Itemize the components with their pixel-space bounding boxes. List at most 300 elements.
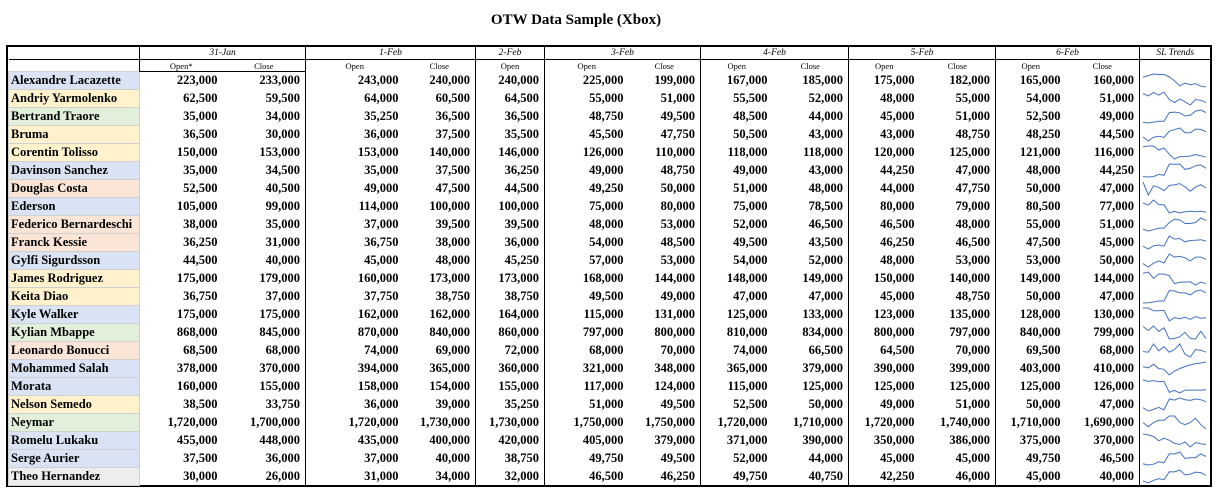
value-cell: 45,000 (849, 288, 920, 306)
value-cell: 99,000 (265, 199, 301, 213)
value-cell: 150,000 (849, 270, 920, 288)
value-cell: 49,000 (1099, 109, 1135, 123)
value-cell: 390,000 (849, 360, 920, 378)
date-header: 3-Feb (545, 47, 701, 60)
value-cell: 35,000 (306, 162, 404, 180)
table-row (9, 216, 1211, 234)
value-cell: 182,000 (949, 73, 991, 87)
sparkline-chart (1140, 198, 1209, 215)
value-cell: 49,000 (545, 162, 629, 180)
table-row (9, 360, 1211, 378)
sparkline-line (1143, 236, 1206, 249)
value-cell: 52,500 (701, 396, 773, 414)
close-header: Close (223, 60, 306, 72)
value-cell: 45,000 (996, 468, 1066, 486)
table-row (9, 162, 1211, 180)
sparkline-chart (1140, 306, 1209, 323)
close-header: Close (947, 60, 967, 71)
table-row (9, 324, 1211, 342)
sparkline-line (1143, 434, 1206, 447)
value-cell: 45,500 (545, 126, 629, 144)
value-cell: 55,000 (996, 216, 1066, 234)
value-cell: 66,500 (808, 343, 844, 357)
value-cell: 40,000 (435, 451, 471, 465)
table-row (9, 468, 1211, 486)
sparkline-line (1143, 164, 1206, 177)
value-cell: 153,000 (306, 144, 404, 162)
value-cell: 40,750 (808, 469, 844, 483)
value-cell: 47,750 (955, 181, 991, 195)
sparkline-chart (1140, 396, 1209, 413)
value-cell: 54,000 (545, 234, 629, 252)
value-cell: 165,000 (996, 72, 1066, 90)
value-cell: 860,000 (476, 324, 545, 342)
value-cell: 115,000 (701, 378, 773, 396)
value-cell: 131,000 (654, 307, 696, 321)
value-cell: 130,000 (1093, 307, 1135, 321)
sparkline-chart (1140, 144, 1209, 161)
value-cell: 350,000 (849, 432, 920, 450)
date-header: 2-Feb (476, 47, 545, 60)
value-cell: 49,750 (545, 450, 629, 468)
value-cell: 175,000 (140, 270, 223, 288)
sparkline-cell (1140, 342, 1211, 360)
sparkline-cell (1140, 126, 1211, 144)
value-cell: 44,000 (808, 451, 844, 465)
value-cell: 43,500 (808, 235, 844, 249)
value-cell: 46,250 (660, 469, 696, 483)
value-cell: 125,000 (996, 378, 1066, 396)
table-row (9, 270, 1211, 288)
player-name: Franck Kessie (9, 234, 140, 252)
value-cell: 47,000 (701, 288, 773, 306)
value-cell: 53,000 (660, 217, 696, 231)
value-cell: 64,500 (476, 90, 545, 108)
table-row (9, 396, 1211, 414)
close-header: Close (654, 60, 674, 71)
value-cell: 105,000 (140, 198, 223, 216)
value-cell: 44,500 (140, 252, 223, 270)
value-cell: 123,000 (849, 306, 920, 324)
value-cell: 68,000 (545, 342, 629, 360)
report-title: OTW Data Sample (Xbox) (490, 12, 662, 28)
value-cell: 45,000 (849, 450, 920, 468)
value-cell: 375,000 (996, 432, 1066, 450)
sparkline-cell (1140, 216, 1211, 234)
value-cell: 49,000 (306, 180, 404, 198)
value-cell: 52,000 (701, 450, 773, 468)
value-cell: 378,000 (140, 360, 223, 378)
date-header: 5-Feb (849, 47, 996, 60)
player-name: Federico Bernardeschi (9, 216, 140, 234)
date-header: 6-Feb (996, 47, 1140, 60)
value-cell: 455,000 (140, 432, 223, 450)
value-cell: 1,700,000 (250, 415, 301, 429)
value-cell: 50,000 (660, 181, 696, 195)
player-name: Keita Diao (9, 288, 140, 306)
open-header: Open* (140, 60, 223, 72)
sparkline-line (1143, 380, 1206, 393)
value-cell: 125,000 (802, 379, 844, 393)
sparkline-line (1143, 128, 1206, 141)
table-row (9, 306, 1211, 324)
value-cell: 47,000 (1099, 181, 1135, 195)
value-cell: 45,000 (1099, 235, 1135, 249)
value-cell: 52,000 (808, 91, 844, 105)
sparkline-cell (1140, 198, 1211, 216)
value-cell: 390,000 (802, 433, 844, 447)
value-cell: 233,000 (259, 73, 301, 88)
value-cell: 44,000 (808, 109, 844, 123)
value-cell: 36,000 (306, 396, 404, 414)
date-header: 31-Jan (140, 47, 306, 60)
sparkline-line (1143, 398, 1206, 411)
table-row (9, 450, 1211, 468)
sparkline-cell (1140, 324, 1211, 342)
sparkline-chart (1140, 180, 1209, 197)
player-name: Morata (9, 378, 140, 396)
value-cell: 47,750 (660, 127, 696, 141)
value-cell: 39,500 (476, 216, 545, 234)
sparkline-cell (1140, 360, 1211, 378)
value-cell: 79,000 (955, 199, 991, 213)
value-cell: 48,750 (955, 127, 991, 141)
value-cell: 38,750 (435, 289, 471, 303)
value-cell: 154,000 (429, 379, 471, 393)
value-cell: 52,000 (701, 216, 773, 234)
sparkline-line (1143, 344, 1206, 357)
value-cell: 36,000 (306, 126, 404, 144)
value-cell: 379,000 (654, 433, 696, 447)
open-header: Open (996, 60, 1066, 72)
value-cell: 149,000 (996, 270, 1066, 288)
sparkline-chart (1140, 378, 1209, 395)
sparkline-chart (1140, 414, 1209, 431)
value-cell: 116,000 (1094, 145, 1135, 159)
value-cell: 840,000 (429, 325, 471, 339)
value-cell: 365,000 (429, 361, 471, 375)
value-cell: 1,720,000 (140, 414, 223, 432)
value-cell: 1,710,000 (996, 414, 1066, 432)
value-cell: 47,000 (1099, 289, 1135, 303)
value-cell: 1,730,000 (420, 415, 471, 429)
value-cell: 1,730,000 (476, 414, 545, 432)
sparkline-chart (1140, 270, 1209, 287)
value-cell: 37,750 (306, 288, 404, 306)
sparkline-cell (1140, 450, 1211, 468)
value-cell: 30,000 (140, 468, 223, 486)
value-cell: 225,000 (545, 72, 629, 90)
value-cell: 43,000 (808, 163, 844, 177)
value-cell: 40,500 (265, 181, 301, 195)
value-cell: 321,000 (545, 360, 629, 378)
value-cell: 48,500 (660, 235, 696, 249)
value-cell: 47,500 (996, 234, 1066, 252)
value-cell: 46,500 (849, 216, 920, 234)
value-cell: 1,740,000 (940, 415, 991, 429)
value-cell: 80,000 (849, 198, 920, 216)
value-cell: 48,000 (545, 216, 629, 234)
table-row (9, 378, 1211, 396)
value-cell: 35,000 (265, 217, 301, 231)
value-cell: 30,000 (265, 127, 301, 141)
value-cell: 34,000 (435, 469, 471, 483)
sparkline-cell (1140, 306, 1211, 324)
value-cell: 48,000 (808, 181, 844, 195)
value-cell: 48,250 (996, 126, 1066, 144)
value-cell: 1,710,000 (793, 415, 844, 429)
value-cell: 144,000 (654, 271, 696, 285)
player-name: Davinson Sanchez (9, 162, 140, 180)
value-cell: 35,000 (140, 162, 223, 180)
sparkline-chart (1140, 162, 1209, 179)
value-cell: 125,000 (701, 306, 773, 324)
sparkline-line (1143, 416, 1206, 429)
value-cell: 162,000 (429, 307, 471, 321)
value-cell: 52,500 (996, 108, 1066, 126)
table-row (9, 342, 1211, 360)
close-header: Close (429, 60, 449, 71)
table-row (9, 414, 1211, 432)
sparkline-line (1143, 326, 1206, 339)
value-cell: 118,000 (701, 144, 773, 162)
date-header: 1-Feb (306, 47, 476, 60)
sparkline-chart (1140, 108, 1209, 125)
value-cell: 115,000 (545, 306, 629, 324)
value-cell: 125,000 (949, 145, 991, 159)
value-cell: 845,000 (259, 325, 301, 339)
value-cell: 51,000 (1099, 91, 1135, 105)
value-cell: 379,000 (802, 361, 844, 375)
value-cell: 370,000 (1093, 433, 1135, 447)
value-cell: 35,250 (476, 396, 545, 414)
table-row (9, 90, 1211, 108)
value-cell: 55,500 (701, 90, 773, 108)
value-cell: 68,000 (265, 343, 301, 357)
value-cell: 47,500 (435, 181, 471, 195)
value-cell: 50,000 (996, 288, 1066, 306)
value-cell: 47,000 (955, 163, 991, 177)
sparkline-chart (1140, 234, 1209, 251)
value-cell: 77,000 (1099, 199, 1135, 213)
value-cell: 799,000 (1093, 325, 1135, 339)
sparkline-chart (1140, 342, 1209, 359)
value-cell: 49,500 (660, 397, 696, 411)
value-cell: 51,000 (1099, 217, 1135, 231)
table-row (9, 432, 1211, 450)
value-cell: 75,000 (545, 198, 629, 216)
value-cell: 403,000 (996, 360, 1066, 378)
data-table-frame (6, 45, 1212, 487)
player-name: Leonardo Bonucci (9, 342, 140, 360)
value-cell: 50,000 (996, 180, 1066, 198)
value-cell: 49,500 (660, 451, 696, 465)
value-cell: 36,500 (140, 126, 223, 144)
value-cell: 75,000 (701, 198, 773, 216)
value-cell: 40,000 (1099, 469, 1135, 483)
value-cell: 348,000 (654, 361, 696, 375)
table-row (9, 234, 1211, 252)
value-cell: 797,000 (949, 325, 991, 339)
value-cell: 55,000 (955, 91, 991, 105)
player-name: Romelu Lukaku (9, 432, 140, 450)
value-cell: 45,000 (955, 451, 991, 465)
value-cell: 68,500 (140, 342, 223, 360)
value-cell: 1,720,000 (849, 414, 920, 432)
value-cell: 1,750,000 (645, 415, 696, 429)
sparkline-chart (1140, 324, 1209, 341)
value-cell: 153,000 (259, 145, 301, 159)
value-cell: 405,000 (545, 432, 629, 450)
value-cell: 834,000 (802, 325, 844, 339)
value-cell: 39,500 (435, 217, 471, 231)
sparkline-line (1143, 218, 1206, 231)
table-row (9, 252, 1211, 270)
value-cell: 49,000 (660, 289, 696, 303)
value-cell: 167,000 (701, 72, 773, 90)
sparkline-cell (1140, 432, 1211, 450)
table-row (9, 108, 1211, 126)
value-cell: 46,000 (955, 469, 991, 483)
value-cell: 70,000 (660, 343, 696, 357)
value-cell: 399,000 (949, 361, 991, 375)
value-cell: 37,500 (435, 127, 471, 141)
date-header: 4-Feb (701, 47, 849, 60)
value-cell: 149,000 (802, 271, 844, 285)
value-cell: 48,750 (955, 289, 991, 303)
sparkline-line (1143, 272, 1206, 285)
sparkline-line (1143, 74, 1206, 87)
value-cell: 50,000 (1099, 253, 1135, 267)
value-cell: 49,750 (701, 468, 773, 486)
value-cell: 51,000 (955, 109, 991, 123)
sparkline-line (1143, 200, 1206, 213)
value-cell: 240,000 (476, 72, 545, 90)
table-row (9, 180, 1211, 198)
value-cell: 150,000 (140, 144, 223, 162)
value-cell: 26,000 (265, 469, 301, 483)
value-cell: 50,000 (808, 397, 844, 411)
value-cell: 80,000 (660, 199, 696, 213)
player-name: Serge Aurier (9, 450, 140, 468)
player-name: Andriy Yarmolenko (9, 90, 140, 108)
value-cell: 155,000 (476, 378, 545, 396)
player-name: Alexandre Lacazette (9, 72, 140, 90)
sparkline-cell (1140, 144, 1211, 162)
value-cell: 420,000 (476, 432, 545, 450)
player-name: Nelson Semedo (9, 396, 140, 414)
value-cell: 36,750 (140, 288, 223, 306)
value-cell: 162,000 (306, 306, 404, 324)
open-header: Open (306, 60, 404, 72)
value-cell: 360,000 (476, 360, 545, 378)
close-header: Close (1092, 60, 1112, 71)
value-cell: 118,000 (803, 145, 844, 159)
value-cell: 126,000 (545, 144, 629, 162)
value-cell: 40,000 (265, 253, 301, 267)
sparkline-chart (1140, 468, 1209, 485)
value-cell: 52,500 (140, 180, 223, 198)
value-cell: 38,750 (476, 450, 545, 468)
value-cell: 120,000 (849, 144, 920, 162)
value-cell: 78,500 (808, 199, 844, 213)
table-row (9, 288, 1211, 306)
value-cell: 114,000 (306, 198, 404, 216)
sparkline-chart (1140, 360, 1209, 377)
value-cell: 35,000 (140, 108, 223, 126)
corner-cell (9, 60, 140, 72)
value-cell: 37,000 (265, 289, 301, 303)
value-cell: 1,690,000 (1084, 415, 1135, 429)
value-cell: 243,000 (306, 72, 404, 90)
open-header: Open (701, 60, 773, 72)
subheader-row (9, 60, 1211, 72)
value-cell: 69,500 (996, 342, 1066, 360)
sparkline-cell (1140, 270, 1211, 288)
value-cell: 1,720,000 (306, 414, 404, 432)
value-cell: 62,500 (140, 90, 223, 108)
value-cell: 44,250 (1099, 163, 1135, 177)
player-name: Douglas Costa (9, 180, 140, 198)
value-cell: 240,000 (429, 73, 471, 87)
sparkline-line (1143, 452, 1206, 465)
sparkline-line (1143, 470, 1206, 483)
sparkline-cell (1140, 162, 1211, 180)
value-cell: 50,000 (996, 396, 1066, 414)
sparkline-cell (1140, 378, 1211, 396)
value-cell: 168,000 (545, 270, 629, 288)
date-header-row (9, 47, 1211, 60)
sparkline-cell (1140, 180, 1211, 198)
value-cell: 160,000 (306, 270, 404, 288)
player-name: Bruma (9, 126, 140, 144)
value-cell: 57,000 (545, 252, 629, 270)
value-cell: 797,000 (545, 324, 629, 342)
value-cell: 46,500 (545, 468, 629, 486)
value-cell: 36,250 (476, 162, 545, 180)
player-name: Ederson (9, 198, 140, 216)
value-cell: 448,000 (259, 433, 301, 447)
value-cell: 140,000 (949, 271, 991, 285)
value-cell: 53,000 (996, 252, 1066, 270)
value-cell: 46,500 (1099, 451, 1135, 465)
value-cell: 34,000 (265, 109, 301, 123)
player-name: Theo Hernandez (9, 468, 140, 486)
value-cell: 38,000 (435, 235, 471, 249)
value-cell: 124,000 (654, 379, 696, 393)
value-cell: 64,000 (306, 90, 404, 108)
value-cell: 185,000 (802, 73, 844, 87)
value-cell: 400,000 (429, 433, 471, 447)
value-cell: 36,250 (140, 234, 223, 252)
value-cell: 42,250 (849, 468, 920, 486)
sparkline-line (1143, 146, 1206, 159)
sparkline-line (1143, 92, 1206, 105)
player-name: Gylfi Sigurdsson (9, 252, 140, 270)
value-cell: 173,000 (429, 271, 471, 285)
value-cell: 38,500 (140, 396, 223, 414)
value-cell: 49,750 (996, 450, 1066, 468)
value-cell: 135,000 (949, 307, 991, 321)
value-cell: 48,750 (660, 163, 696, 177)
close-header: Close (800, 60, 820, 71)
value-cell: 36,750 (306, 234, 404, 252)
value-cell: 38,000 (140, 216, 223, 234)
value-cell: 125,000 (949, 379, 991, 393)
value-cell: 48,000 (955, 217, 991, 231)
open-header: Open (545, 60, 629, 72)
value-cell: 31,000 (265, 235, 301, 249)
